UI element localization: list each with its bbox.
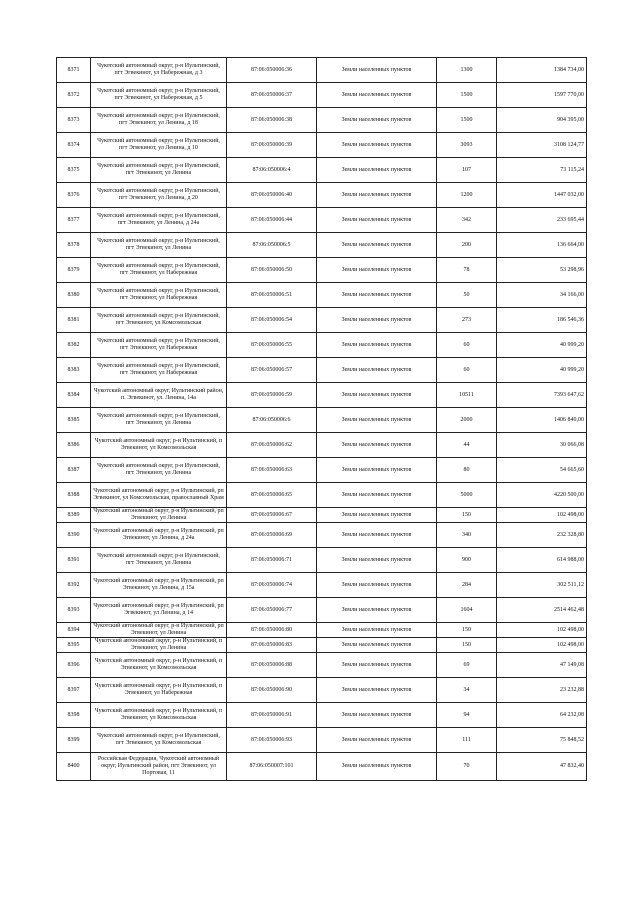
cell-area: 3093 [437,133,497,158]
cell-land-category: Земли населенных пунктов [317,108,437,133]
cell-number: 8385 [57,408,91,433]
cell-land-category: Земли населенных пунктов [317,458,437,483]
cell-area: 70 [437,753,497,781]
table-row [57,283,587,308]
cell-address: Чукотский автономный округ, р-н Иультинский, пгт Эгвекинот, ул Ленина, д 10 [91,133,227,158]
cell-address: Чукотский автономный округ, р-н Иультинский, рп Эгвекинот, ул Ленина [91,623,227,638]
cell-cadastral-number: 87:06:050006:69 [227,523,317,548]
cell-cadastral-value: 1384 734,00 [497,58,587,83]
cell-cadastral-value: 614 988,00 [497,548,587,573]
land-registry-table-sheet [56,57,586,781]
cell-area: 78 [437,258,497,283]
cell-address: Чукотский автономный округ, р-н Иультинский, пгт Эгвекинот, ул Набережная, д 5 [91,83,227,108]
cell-area: 342 [437,208,497,233]
cell-address: Чукотский автономный округ, р-н Иультинский, рп Эгвекинот, ул Комсомольская, православный Храм [91,483,227,508]
cell-land-category: Земли населенных пунктов [317,433,437,458]
cell-number: 8398 [57,703,91,728]
cell-number: 8377 [57,208,91,233]
cell-number: 8393 [57,598,91,623]
cell-cadastral-number: 87:06:050006:51 [227,283,317,308]
cell-cadastral-number: 87:06:050006:40 [227,183,317,208]
table-row [57,333,587,358]
cell-land-category: Земли населенных пунктов [317,133,437,158]
cell-land-category: Земли населенных пунктов [317,208,437,233]
cell-cadastral-value: 233 695,44 [497,208,587,233]
cell-address: Чукотский автономный округ, р-н Иультинский, рп Эгвекинот, ул Ленина, д 15а [91,573,227,598]
table-row [57,233,587,258]
cell-cadastral-number: 87:06:050006:74 [227,573,317,598]
cell-address: Чукотский автономный округ, р-н Иультинский, пгт Эгвекинот, ул Ленина [91,458,227,483]
cell-land-category: Земли населенных пунктов [317,728,437,753]
cell-number: 8384 [57,383,91,408]
cell-land-category: Земли населенных пунктов [317,653,437,678]
cell-land-category: Земли населенных пунктов [317,183,437,208]
cell-cadastral-number: 87:06:050006:5 [227,233,317,258]
cell-area: 34 [437,678,497,703]
cell-cadastral-value: 1447 032,00 [497,183,587,208]
cell-address: Чукотский автономный округ, р-н Иультинский, п Эгвекинот, ул Комсомольская [91,653,227,678]
cell-land-category: Земли населенных пунктов [317,383,437,408]
cell-number: 8372 [57,83,91,108]
cell-cadastral-value: 1406 840,00 [497,408,587,433]
cell-cadastral-value: 30 066,08 [497,433,587,458]
cell-area: 150 [437,638,497,653]
cell-cadastral-value: 232 328,80 [497,523,587,548]
table-row [57,158,587,183]
cell-land-category: Земли населенных пунктов [317,158,437,183]
cell-cadastral-number: 87:06:050006:44 [227,208,317,233]
cell-area: 50 [437,283,497,308]
table-row [57,358,587,383]
cell-number: 8374 [57,133,91,158]
cell-land-category: Земли населенных пунктов [317,483,437,508]
cell-land-category: Земли населенных пунктов [317,638,437,653]
cell-number: 8381 [57,308,91,333]
cell-cadastral-number: 87:06:050006:4 [227,158,317,183]
cell-cadastral-number: 87:06:050006:50 [227,258,317,283]
cell-number: 8399 [57,728,91,753]
cell-cadastral-value: 34 166,00 [497,283,587,308]
cell-number: 8380 [57,283,91,308]
cell-cadastral-value: 3108 124,77 [497,133,587,158]
cell-cadastral-number: 87:06:050006:62 [227,433,317,458]
cell-cadastral-number: 87:06:050006:77 [227,598,317,623]
cell-address: Чукотский автономный округ, р-н Иультинский, пгт Эгвекинот, ул Ленина, д 20 [91,183,227,208]
cell-cadastral-number: 87:06:050006:38 [227,108,317,133]
cell-address: Чукотский автономный округ, р-н Иультинский, п Эгвекинот, ул Набережная [91,678,227,703]
cell-cadastral-number: 87:06:050006:67 [227,508,317,523]
cell-land-category: Земли населенных пунктов [317,703,437,728]
table-row [57,678,587,703]
cell-area: 340 [437,523,497,548]
cell-land-category: Земли населенных пунктов [317,623,437,638]
cell-number: 8371 [57,58,91,83]
cell-address: Чукотский автономный округ, р-н Иультинский, пгт Эгвекинот, ул Ленина [91,233,227,258]
cell-address: Чукотский автономный округ, р-н Иультинский, пгт Эгвекинот, ул Комсомольская [91,728,227,753]
table-row [57,308,587,333]
cell-cadastral-number: 87:06:050006:90 [227,678,317,703]
cell-address: Чукотский автономный округ, р-н Иультинский, пгт Эгвекинот, ул Набережная [91,283,227,308]
cell-cadastral-value: 1597 770,00 [497,83,587,108]
cell-area: 900 [437,548,497,573]
cell-area: 107 [437,158,497,183]
cell-land-category: Земли населенных пунктов [317,508,437,523]
cell-address: Чукотский автономный округ, р-н Иультинский, пгт Эгвекинот, ул Набережная [91,358,227,383]
cell-land-category: Земли населенных пунктов [317,258,437,283]
table-row [57,383,587,408]
cell-cadastral-value: 47 832,40 [497,753,587,781]
cell-land-category: Земли населенных пунктов [317,283,437,308]
cell-area: 2000 [437,408,497,433]
table-row [57,458,587,483]
table-row [57,623,587,638]
cell-area: 80 [437,458,497,483]
cell-cadastral-number: 87:06:050006:93 [227,728,317,753]
cell-cadastral-value: 102 498,00 [497,508,587,523]
cell-number: 8387 [57,458,91,483]
cell-cadastral-value: 2514 462,48 [497,598,587,623]
cell-number: 8390 [57,523,91,548]
cell-address: Чукотский автономный округ, р-н Иультинский, пгт Эгвекинот, ул Набережная, д 3 [91,58,227,83]
cell-area: 284 [437,573,497,598]
table-row [57,728,587,753]
cell-cadastral-number: 87:06:050006:57 [227,358,317,383]
cell-area: 1604 [437,598,497,623]
table-row [57,523,587,548]
table-row [57,638,587,653]
cell-address: Чукотский автономный округ, р-н Иультинский, п Эгвекинот, ул Ленина [91,638,227,653]
cell-land-category: Земли населенных пунктов [317,753,437,781]
cell-address: Чукотский автономный округ, р-н Иультинский, п Эгвекинот, ул Комсомольская [91,433,227,458]
cell-area: 44 [437,433,497,458]
table-row [57,573,587,598]
cell-area: 111 [437,728,497,753]
cell-cadastral-value: 102 498,00 [497,623,587,638]
cell-number: 8382 [57,333,91,358]
table-row [57,408,587,433]
cell-number: 8378 [57,233,91,258]
cell-cadastral-value: 904 395,00 [497,108,587,133]
cell-cadastral-value: 302 511,12 [497,573,587,598]
cell-cadastral-value: 64 232,08 [497,703,587,728]
cell-address: Российская Федерация, Чукотский автономный округ, Иультинский район, пгт Эгвекинот, ул Портовая, 11 [91,753,227,781]
cell-address: Чукотский автономный округ, р-н Иультинский, п Эгвекинот, ул Комсомольская [91,703,227,728]
cell-area: 200 [437,233,497,258]
cell-land-category: Земли населенных пунктов [317,598,437,623]
cell-cadastral-number: 87:06:050006:59 [227,383,317,408]
cell-cadastral-value: 53 298,96 [497,258,587,283]
table-row [57,753,587,781]
cell-cadastral-value: 7393 647,62 [497,383,587,408]
cell-cadastral-number: 87:06:050007:101 [227,753,317,781]
cell-cadastral-number: 87:06:050006:37 [227,83,317,108]
cell-number: 8373 [57,108,91,133]
cell-land-category: Земли населенных пунктов [317,83,437,108]
table-row [57,598,587,623]
cell-area: 150 [437,623,497,638]
cell-number: 8386 [57,433,91,458]
cell-cadastral-value: 47 149,08 [497,653,587,678]
cell-cadastral-value: 4220 500,00 [497,483,587,508]
cell-address: Чукотский автономный округ, р-н Иультинский, пгт Эгвекинот, ул Набережная [91,258,227,283]
cell-area: 273 [437,308,497,333]
cell-cadastral-number: 87:06:050006:83 [227,638,317,653]
cell-cadastral-value: 40 999,20 [497,358,587,383]
cell-number: 8394 [57,623,91,638]
cell-cadastral-number: 87:06:050006:6 [227,408,317,433]
table-row [57,58,587,83]
cell-cadastral-value: 40 999,20 [497,333,587,358]
table-row [57,183,587,208]
cell-cadastral-number: 87:06:050006:55 [227,333,317,358]
cell-number: 8379 [57,258,91,283]
cell-area: 69 [437,653,497,678]
cell-cadastral-number: 87:06:050006:36 [227,58,317,83]
land-registry-table [56,57,587,781]
cell-land-category: Земли населенных пунктов [317,678,437,703]
cell-land-category: Земли населенных пунктов [317,233,437,258]
cell-cadastral-number: 87:06:050006:65 [227,483,317,508]
cell-area: 1500 [437,108,497,133]
table-row [57,508,587,523]
cell-number: 8400 [57,753,91,781]
table-row [57,433,587,458]
table-row [57,483,587,508]
cell-land-category: Земли населенных пунктов [317,523,437,548]
cell-cadastral-number: 87:06:050006:54 [227,308,317,333]
table-row [57,548,587,573]
cell-address: Чукотский автономный округ, р-н Иультинский, пгт Эгвекинот, ул Ленина, д 18 [91,108,227,133]
cell-area: 5000 [437,483,497,508]
cell-number: 8389 [57,508,91,523]
cell-cadastral-value: 73 115,24 [497,158,587,183]
cell-cadastral-number: 87:06:050006:39 [227,133,317,158]
table-row [57,133,587,158]
cell-area: 1200 [437,183,497,208]
cell-cadastral-number: 87:06:050006:88 [227,653,317,678]
cell-address: Чукотский автономный округ, р-н Иультинский, пгт Эгвекинот, ул Набережная [91,333,227,358]
cell-number: 8396 [57,653,91,678]
cell-number: 8395 [57,638,91,653]
cell-cadastral-value: 186 546,36 [497,308,587,333]
cell-cadastral-number: 87:06:050006:71 [227,548,317,573]
table-row [57,208,587,233]
cell-area: 94 [437,703,497,728]
cell-cadastral-value: 23 232,88 [497,678,587,703]
cell-address: Чукотский автономный округ, р-н Иультинский, пгт Эгвекинот, ул Ленина [91,408,227,433]
cell-land-category: Земли населенных пунктов [317,548,437,573]
cell-land-category: Земли населенных пунктов [317,573,437,598]
cell-land-category: Земли населенных пунктов [317,308,437,333]
cell-address: Чукотский автономный округ, р-н Иультинский, рп Эгвекинот, ул Ленина [91,508,227,523]
cell-cadastral-value: 75 848,52 [497,728,587,753]
cell-cadastral-number: 87:06:050006:91 [227,703,317,728]
table-row [57,258,587,283]
cell-area: 60 [437,333,497,358]
cell-land-category: Земли населенных пунктов [317,333,437,358]
cell-area: 1300 [437,58,497,83]
cell-area: 150 [437,508,497,523]
table-row [57,83,587,108]
cell-area: 60 [437,358,497,383]
cell-address: Чукотский автономный округ, р-н Иультинский, рп Эгвекинот, ул Ленина, д 24а [91,523,227,548]
cell-address: Чукотский автономный округ, Иультинский район, п. Эгвекинот, ул. Ленина, 14а [91,383,227,408]
cell-land-category: Земли населенных пунктов [317,58,437,83]
cell-cadastral-number: 87:06:050006:80 [227,623,317,638]
cell-area: 10511 [437,383,497,408]
cell-address: Чукотский автономный округ, р-н Иультинский, пгт Эгвекинот, ул Ленина, д 24а [91,208,227,233]
cell-number: 8397 [57,678,91,703]
table-row [57,108,587,133]
cell-address: Чукотский автономный округ, р-н Иультинский, пгт Эгвекинот, ул Ленина [91,548,227,573]
cell-address: Чукотский автономный округ, р-н Иультинский, пгт Эгвекинот, ул Комсомольская [91,308,227,333]
cell-area: 1500 [437,83,497,108]
cell-address: Чукотский автономный округ, р-н Иультинский, рп Эгвекинот, ул Ленина, д 14 [91,598,227,623]
cell-cadastral-value: 102 498,00 [497,638,587,653]
table-row [57,703,587,728]
cell-number: 8383 [57,358,91,383]
cell-land-category: Земли населенных пунктов [317,408,437,433]
cell-number: 8388 [57,483,91,508]
cell-cadastral-value: 136 664,00 [497,233,587,258]
cell-cadastral-value: 54 665,60 [497,458,587,483]
cell-land-category: Земли населенных пунктов [317,358,437,383]
cell-cadastral-number: 87:06:050006:63 [227,458,317,483]
table-body [57,58,587,781]
cell-address: Чукотский автономный округ, р-н Иультинский, пгт Эгвекинот, ул Ленина [91,158,227,183]
cell-number: 8375 [57,158,91,183]
cell-number: 8392 [57,573,91,598]
table-row [57,653,587,678]
cell-number: 8391 [57,548,91,573]
cell-number: 8376 [57,183,91,208]
